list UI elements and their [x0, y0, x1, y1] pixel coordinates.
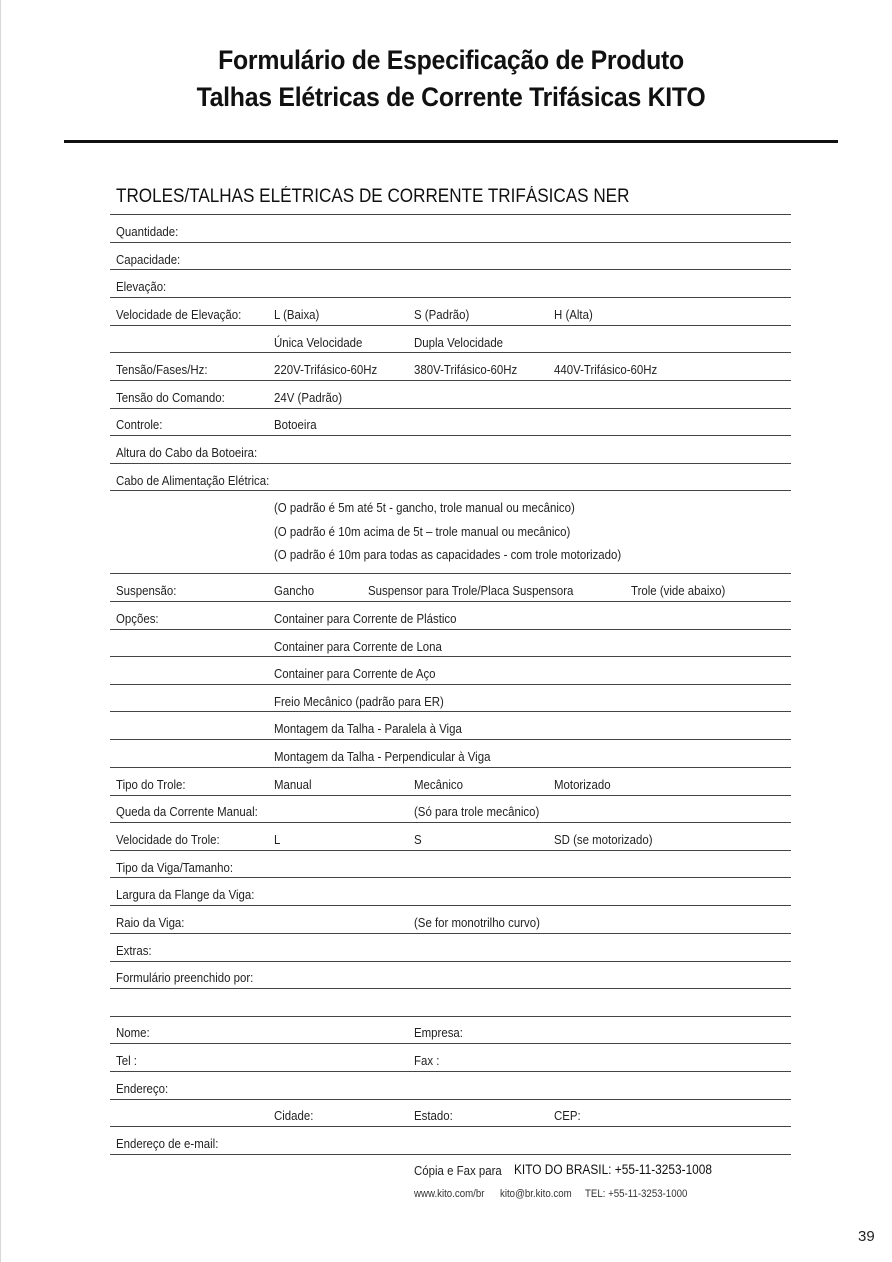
form-line — [110, 850, 791, 851]
form-line — [110, 352, 791, 353]
email-label: Endereço de e-mail: — [116, 1136, 219, 1151]
elevacao-label: Elevação: — [116, 279, 167, 294]
queda-corrente-label: Queda da Corrente Manual: — [116, 804, 258, 819]
opcao-item: Montagem da Talha - Paralela à Viga — [274, 721, 462, 736]
cabo-note-1: (O padrão é 5m até 5t - gancho, trole manual ou mecânico) — [274, 500, 575, 515]
form-line — [110, 214, 791, 215]
form-line — [110, 1126, 791, 1127]
form-line — [110, 739, 791, 740]
velocidade-elevacao-label: Velocidade de Elevação: — [116, 307, 242, 322]
controle-value: Botoeira — [274, 417, 317, 432]
quantidade-label: Quantidade: — [116, 224, 179, 239]
tipo-viga-label: Tipo da Viga/Tamanho: — [116, 860, 234, 875]
form-line — [110, 961, 791, 962]
suspensao-gancho-option: Gancho — [274, 583, 315, 598]
velocidade-trole-s-option: S — [414, 832, 422, 847]
suspensao-trole-option: Trole (vide abaixo) — [631, 583, 726, 598]
form-line — [110, 933, 791, 934]
endereco-label: Endereço: — [116, 1081, 169, 1096]
suspensao-suspensor-option: Suspensor para Trole/Placa Suspensora — [368, 583, 574, 598]
unica-velocidade-option: Única Velocidade — [274, 335, 363, 350]
extras-label: Extras: — [116, 943, 152, 958]
form-line — [110, 325, 791, 326]
form-line — [110, 1071, 791, 1072]
form-line — [110, 988, 791, 989]
raio-viga-note: (Se for monotrilho curvo) — [414, 915, 540, 930]
largura-flange-label: Largura da Flange da Viga: — [116, 887, 255, 902]
altura-cabo-label: Altura do Cabo da Botoeira: — [116, 445, 258, 460]
form-line — [110, 795, 791, 796]
estado-label: Estado: — [414, 1108, 453, 1123]
velocidade-l-option: L (Baixa) — [274, 307, 320, 322]
form-line — [110, 297, 791, 298]
form-line — [110, 877, 791, 878]
form-line — [110, 601, 791, 602]
form-line — [110, 1099, 791, 1100]
opcao-item: Freio Mecânico (padrão para ER) — [274, 694, 444, 709]
form-line — [110, 435, 791, 436]
opcao-item: Container para Corrente de Aço — [274, 666, 436, 681]
tensao-comando-label: Tensão do Comando: — [116, 390, 225, 405]
capacidade-label: Capacidade: — [116, 252, 181, 267]
tensao-380-option: 380V-Trifásico-60Hz — [414, 362, 518, 377]
opcao-item: Container para Corrente de Lona — [274, 639, 442, 654]
tel-label: Tel : — [116, 1053, 137, 1068]
form-line — [110, 656, 791, 657]
opcao-item: Container para Corrente de Plástico — [274, 611, 457, 626]
page-edge — [0, 0, 1, 1262]
cep-label: CEP: — [554, 1108, 581, 1123]
trole-mecanico-option: Mecânico — [414, 777, 463, 792]
velocidade-trole-l-option: L — [274, 832, 281, 847]
nome-label: Nome: — [116, 1025, 150, 1040]
cabo-note-2: (O padrão é 10m acima de 5t – trole manual ou mecânico) — [274, 524, 571, 539]
velocidade-h-option: H (Alta) — [554, 307, 593, 322]
empresa-label: Empresa: — [414, 1025, 463, 1040]
tensao-label: Tensão/Fases/Hz: — [116, 362, 208, 377]
footer-tel: TEL: +55-11-3253-1000 — [585, 1188, 688, 1200]
fax-label: Fax : — [414, 1053, 440, 1068]
section-title: TROLES/TALHAS ELÉTRICAS DE CORRENTE TRIFÁSICAS NER — [116, 186, 630, 207]
form-line — [110, 767, 791, 768]
form-line — [110, 269, 791, 270]
velocidade-s-option: S (Padrão) — [414, 307, 470, 322]
opcoes-label: Opções: — [116, 611, 159, 626]
raio-viga-label: Raio da Viga: — [116, 915, 185, 930]
form-line — [110, 490, 791, 491]
form-line — [110, 408, 791, 409]
trole-manual-option: Manual — [274, 777, 312, 792]
suspensao-label: Suspensão: — [116, 583, 177, 598]
trole-motorizado-option: Motorizado — [554, 777, 611, 792]
title-divider — [64, 140, 838, 143]
footer-copy-prefix: Cópia e Fax para — [414, 1163, 502, 1178]
form-line — [110, 1016, 791, 1017]
tensao-220-option: 220V-Trifásico-60Hz — [274, 362, 378, 377]
footer-copy-target: KITO DO BRASIL: +55-11-3253-1008 — [514, 1162, 712, 1177]
cabo-note-3: (O padrão é 10m para todas as capacidades - com trole motorizado) — [274, 547, 622, 562]
cabo-alimentacao-label: Cabo de Alimentação Elétrica: — [116, 473, 270, 488]
controle-label: Controle: — [116, 417, 163, 432]
form-line — [110, 822, 791, 823]
form-line — [110, 1154, 791, 1155]
tensao-comando-value: 24V (Padrão) — [274, 390, 343, 405]
preenchido-por-label: Formulário preenchido por: — [116, 970, 254, 985]
form-line — [110, 380, 791, 381]
cidade-label: Cidade: — [274, 1108, 314, 1123]
dupla-velocidade-option: Dupla Velocidade — [414, 335, 504, 350]
footer-email: kito@br.kito.com — [500, 1188, 572, 1200]
form-line — [110, 1043, 791, 1044]
velocidade-trole-sd-option: SD (se motorizado) — [554, 832, 653, 847]
form-line — [110, 242, 791, 243]
opcao-item: Montagem da Talha - Perpendicular à Viga — [274, 749, 491, 764]
footer-website: www.kito.com/br — [414, 1188, 485, 1200]
velocidade-trole-label: Velocidade do Trole: — [116, 832, 220, 847]
form-line — [110, 463, 791, 464]
tensao-440-option: 440V-Trifásico-60Hz — [554, 362, 658, 377]
queda-corrente-note: (Só para trole mecânico) — [414, 804, 540, 819]
page-number: 39 — [858, 1228, 875, 1245]
form-line — [110, 684, 791, 685]
page-title-line1: Formulário de Especificação de Produto — [218, 45, 684, 75]
form-line — [110, 905, 791, 906]
page-title-line2: Talhas Elétricas de Corrente Trifásicas KITO — [196, 82, 706, 112]
form-line — [110, 711, 791, 712]
tipo-trole-label: Tipo do Trole: — [116, 777, 186, 792]
form-line — [110, 573, 791, 574]
form-line — [110, 629, 791, 630]
